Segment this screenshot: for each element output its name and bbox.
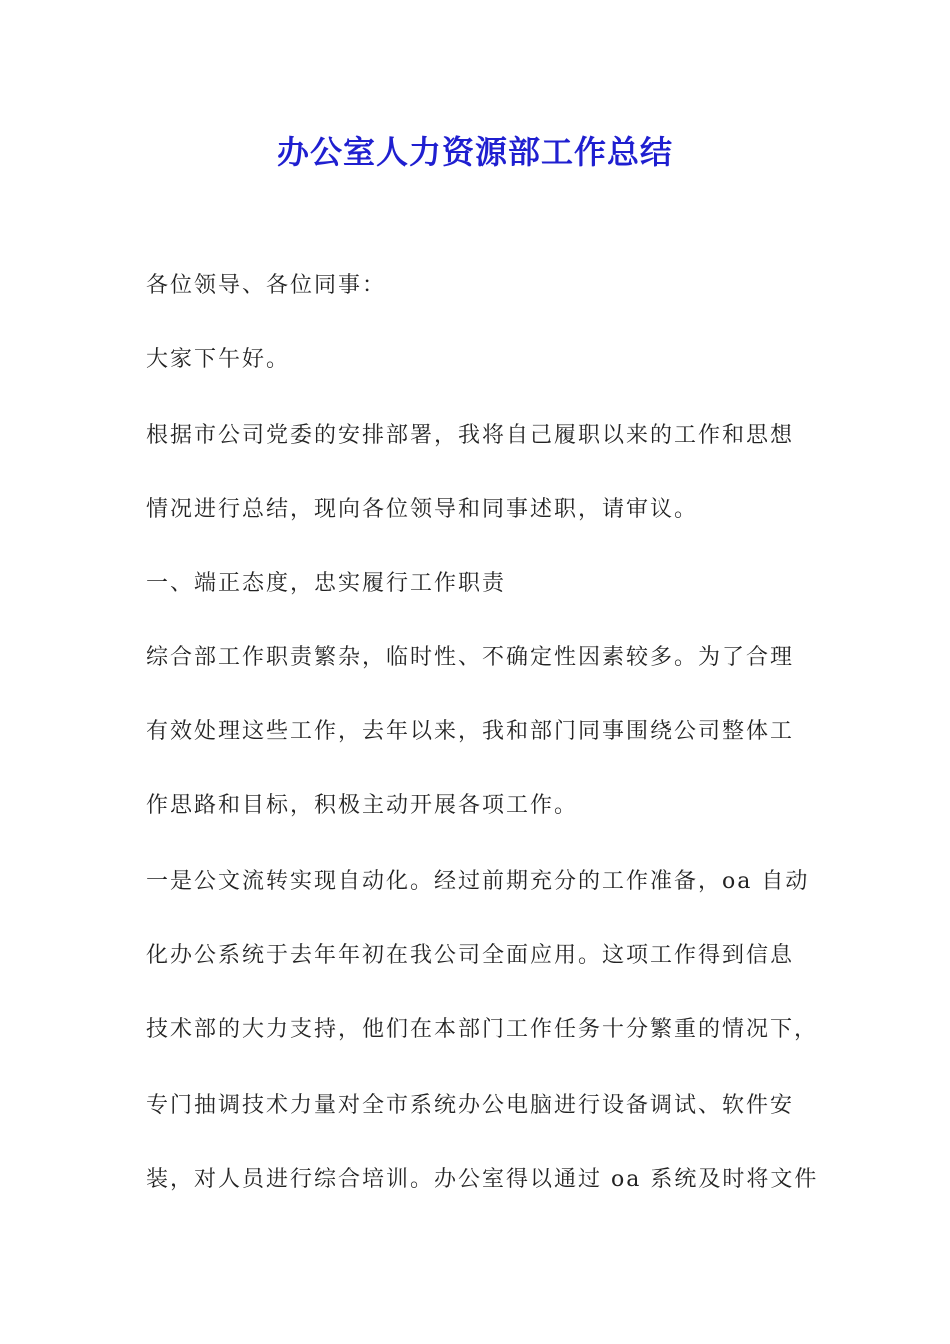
paragraph-line: 作思路和目标，积极主动开展各项工作。: [146, 793, 579, 818]
paragraph-line: 一是公文流转实现自动化。经过前期充分的工作准备，oa 自动: [146, 869, 810, 894]
paragraph-line: 装，对人员进行综合培训。办公室得以通过 oa 系统及时将文件: [146, 1167, 819, 1192]
paragraph-line: 专门抽调技术力量对全市系统办公电脑进行设备调试、软件安: [146, 1093, 795, 1118]
paragraph-line: 技术部的大力支持，他们在本部门工作任务十分繁重的情况下，: [146, 1017, 819, 1042]
salutation-line: 各位领导、各位同事：: [146, 273, 387, 298]
paragraph-line: 有效处理这些工作，去年以来，我和部门同事围绕公司整体工: [146, 719, 795, 744]
paragraph-line: 情况进行总结，现向各位领导和同事述职，请审议。: [146, 497, 699, 522]
greeting-line: 大家下午好。: [146, 347, 291, 372]
paragraph-line: 根据市公司党委的安排部署，我将自己履职以来的工作和思想: [146, 423, 795, 448]
paragraph-line: 综合部工作职责繁杂，临时性、不确定性因素较多。为了合理: [146, 645, 795, 670]
paragraph-line: 化办公系统于去年年初在我公司全面应用。这项工作得到信息: [146, 943, 795, 968]
section-heading: 一、端正态度，忠实履行工作职责: [146, 571, 507, 596]
document-title: 办公室人力资源部工作总结: [276, 133, 673, 171]
